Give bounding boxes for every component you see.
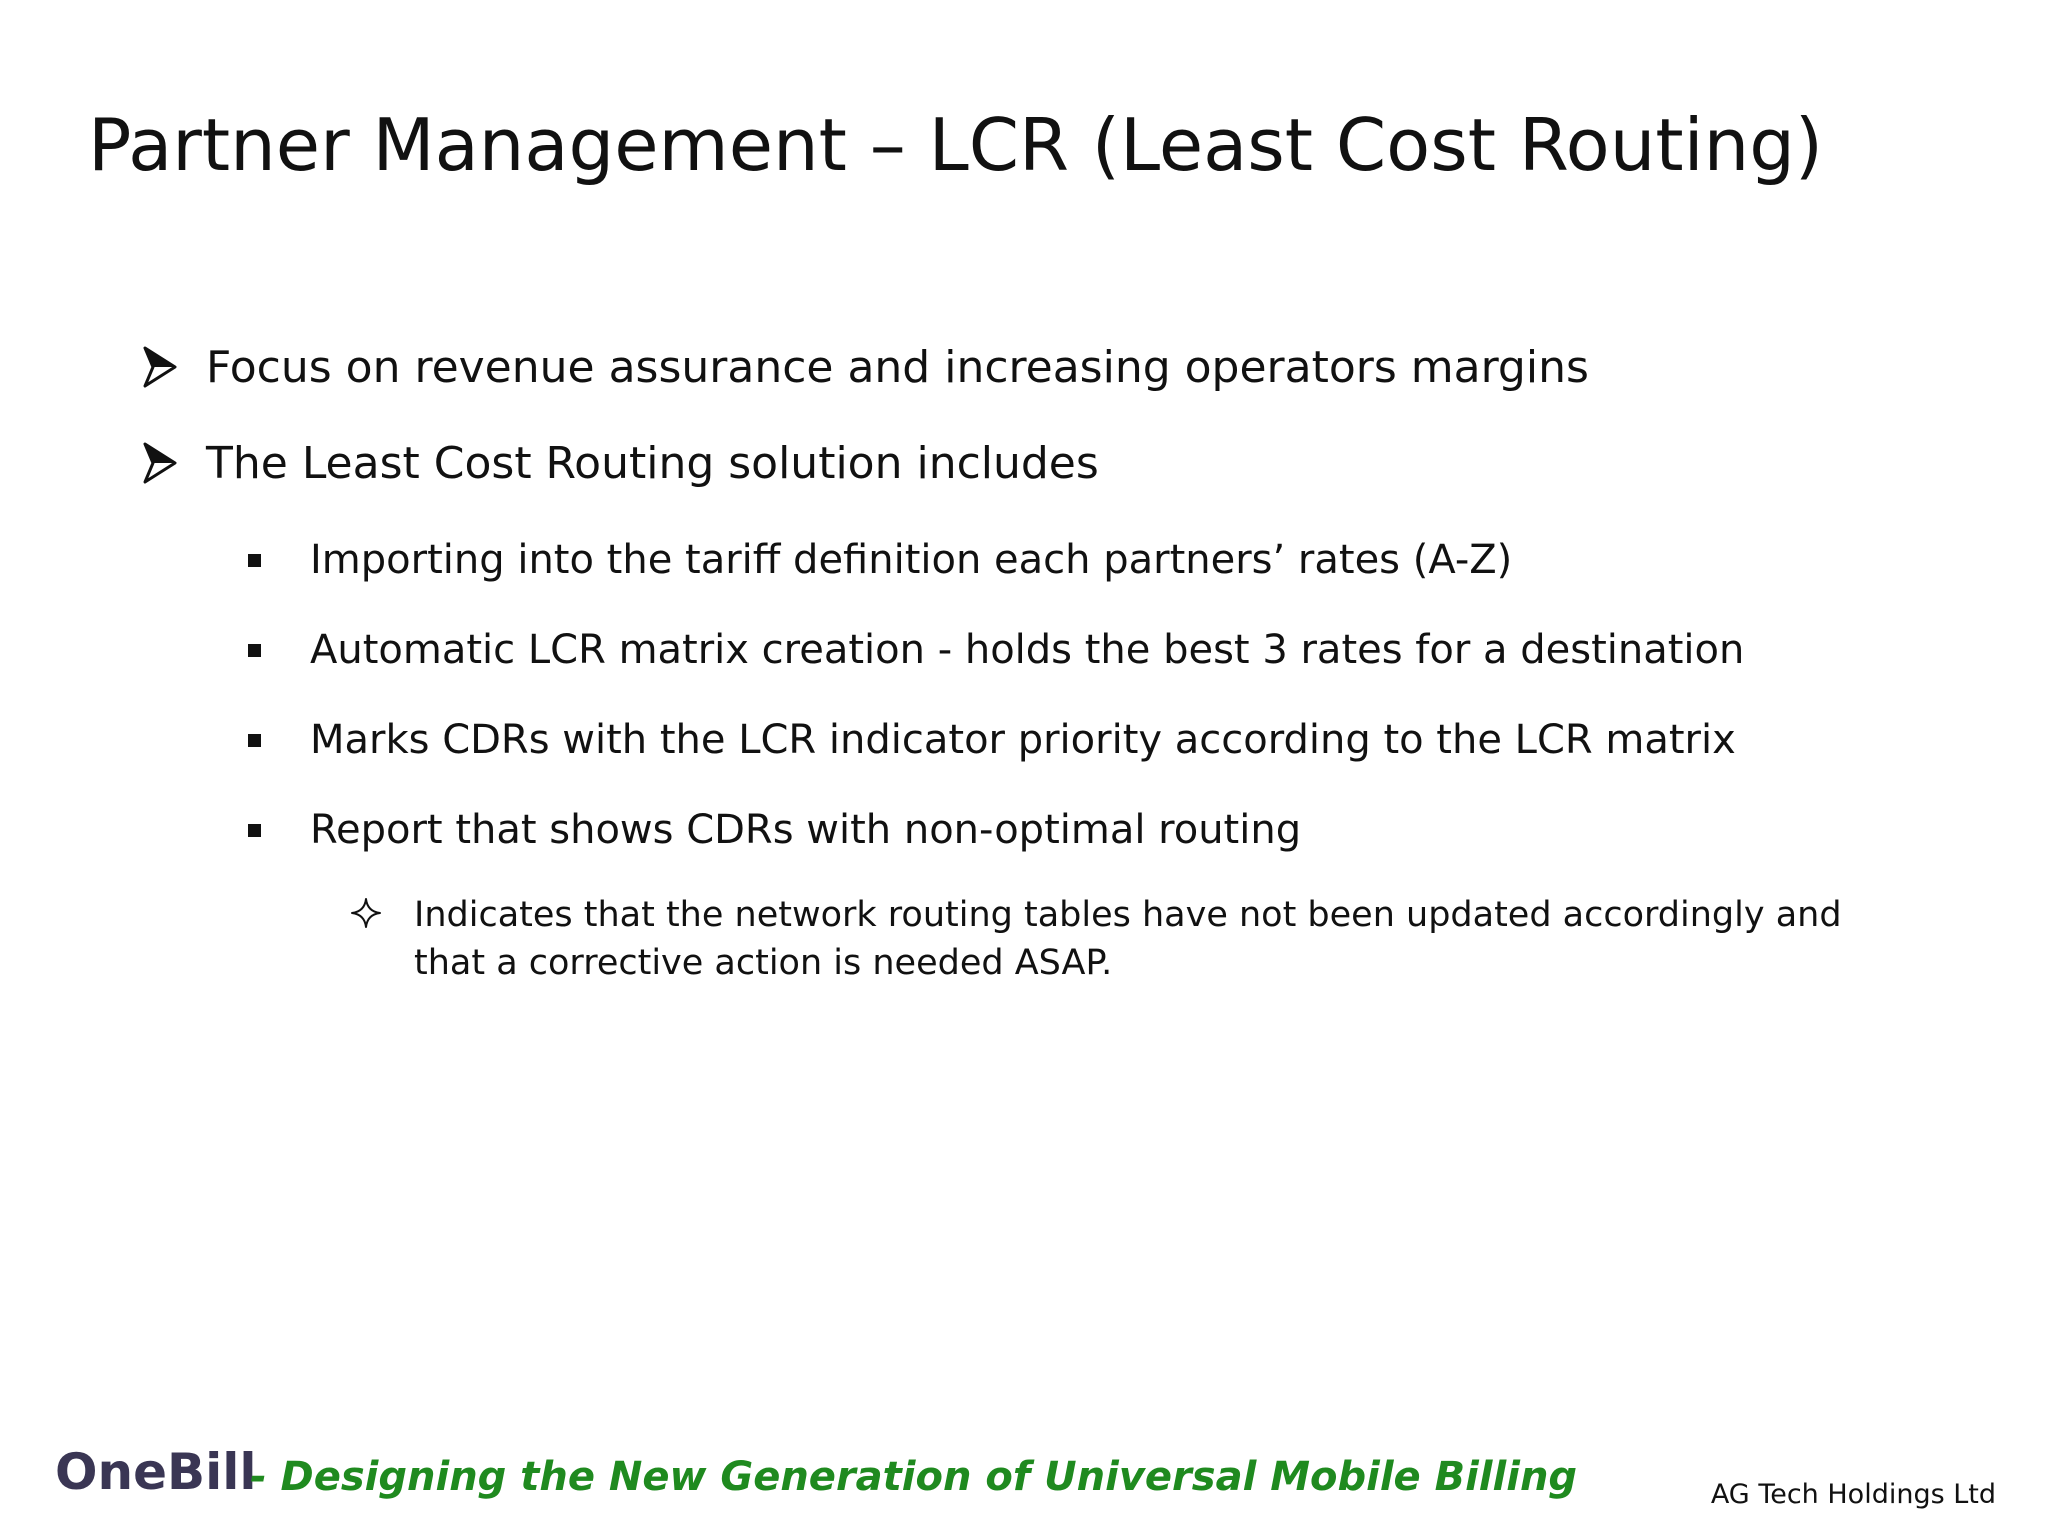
arrowhead-icon — [142, 438, 178, 488]
slide-title: Partner Management – LCR (Least Cost Routing) — [88, 103, 1823, 187]
four-point-star-icon — [350, 897, 382, 929]
arrowhead-icon — [142, 342, 178, 392]
square-bullet-icon — [248, 554, 261, 567]
bullet-text: The Least Cost Routing solution includes — [206, 438, 1099, 489]
footer-tagline: - Designing the New Generation of Universal Mobile Billing — [250, 1454, 1578, 1500]
square-bullet-icon — [248, 644, 261, 657]
footer-company-name: AG Tech Holdings Ltd — [1710, 1479, 1996, 1510]
sub-bullet-text: Report that shows CDRs with non-optimal routing — [310, 807, 1302, 853]
footer-brand-logo: OneBill — [55, 1443, 257, 1501]
square-bullet-icon — [248, 824, 261, 837]
sub-bullet-text: Automatic LCR matrix creation - holds the best 3 rates for a destination — [310, 627, 1745, 673]
square-bullet-icon — [248, 734, 261, 747]
sub-sub-bullet-text: Indicates that the network routing tables have not been updated accordingly and that a corrective action is needed ASAP. — [414, 895, 1842, 983]
sub-bullet-text: Marks CDRs with the LCR indicator priority according to the LCR matrix — [310, 717, 1736, 763]
bullet-text: Focus on revenue assurance and increasing operators margins — [206, 342, 1589, 393]
sub-bullet-text: Importing into the tariff definition each partners’ rates (A-Z) — [310, 537, 1513, 583]
